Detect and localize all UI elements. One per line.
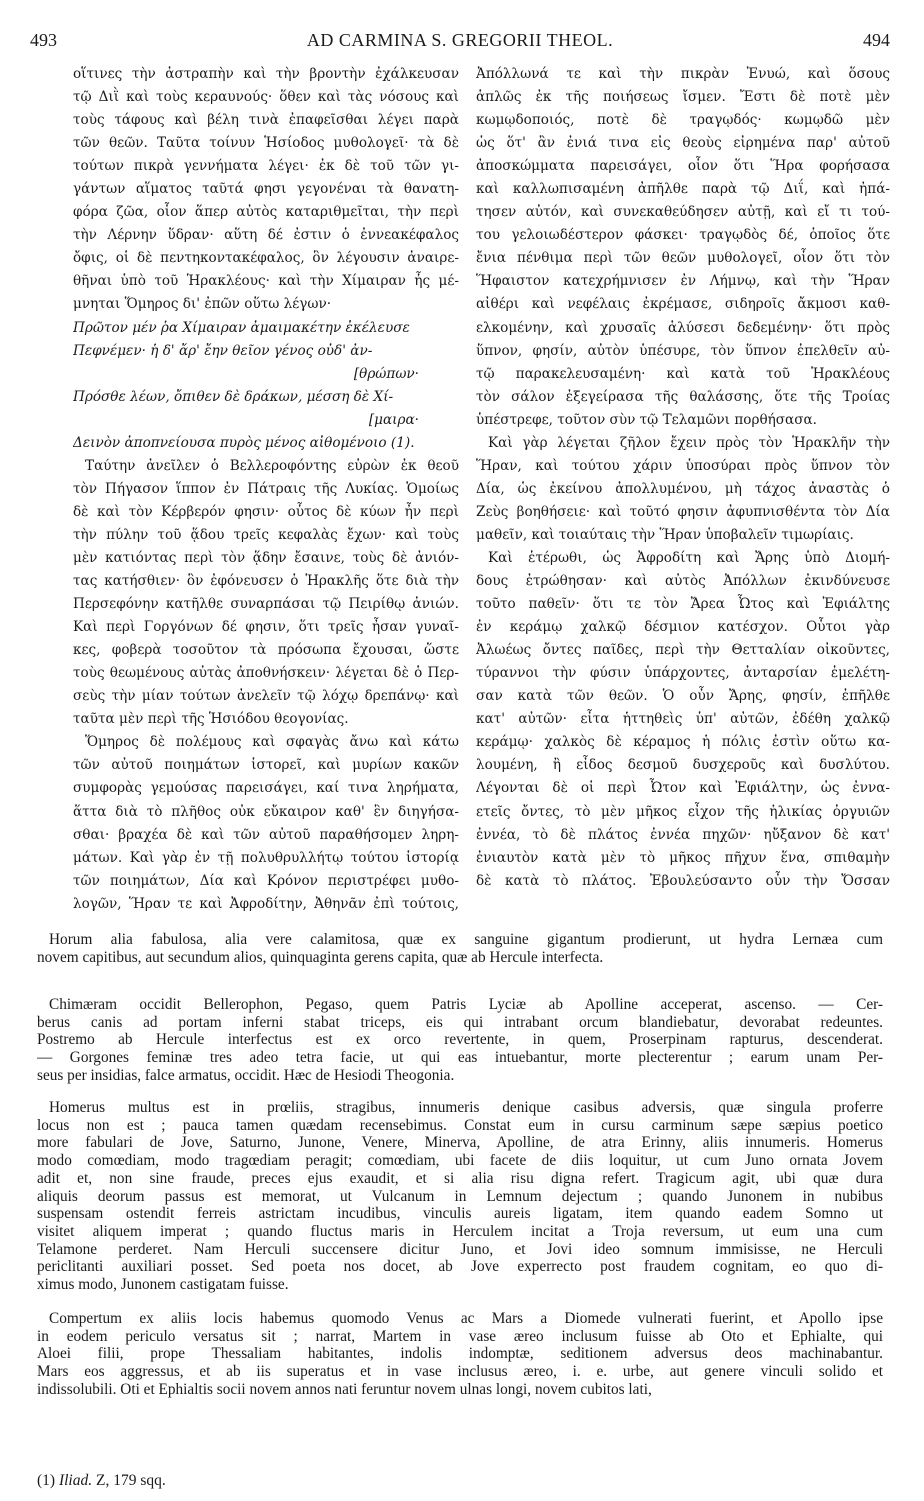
- greek-line: Λέγονται δὲ οἱ περὶ Ὦτον καὶ Ἐφιάλτην, ὡς ἐννα-: [476, 780, 890, 797]
- greek-line: φόρα ζῶα, οἷον ἅπερ αὐτὸς καταριθμεῖται, τὴν περὶ: [73, 204, 459, 221]
- greek-line: Ζεὺς βοηθήσειε· καὶ τοῦτό φησιν ἀφυπνισθέντα τὸν Δία: [476, 503, 890, 520]
- greek-line: ἔνια πένθιμα περὶ τῶν θεῶν μυθολογεῖ, οἷον ὅτι τὸν: [476, 250, 890, 267]
- greek-line: τας κατήσθιεν· ὃν ἐφόνευσεν ὁ Ἡρακλῆς ὅτε διὰ τὴν: [73, 573, 459, 590]
- footnote-ref-location: Z, 179 sqq.: [95, 1472, 166, 1489]
- latin-line: ximus modo, Junonem castigatam fuisse.: [37, 1276, 289, 1294]
- greek-line: κωμῳδοποιός, ποτὲ δὲ τραγῳδός· κωμῳδῶ μὲν: [476, 112, 890, 129]
- latin-line: Aloei filii, prope Thessaliam habitantes, indolis indomptæ, seditionem adversus deos machinabantur.: [37, 1345, 883, 1363]
- greek-line: τῷ Διῒ καὶ τοὺς κεραυνούς· ὅθεν καὶ τὰς νόσους καὶ: [73, 89, 459, 106]
- latin-line: adit et, non sine fraude, preces ejus exaudit, et si alia risu digna refert. Tragicum agit, ubi quæ dura: [37, 1169, 883, 1187]
- greek-line: ἀποσκώμματα παρεισάγει, οἷον ὅτι Ἥρα φορήσασα: [476, 158, 890, 175]
- greek-line: μαθεῖν, καὶ τοιαύταις τὴν Ἥραν ὑποβαλεῖν τιμωρίαις.: [476, 526, 854, 543]
- greek-line: σαν κατὰ τῶν θεῶν. Ὁ οὖν Ἄρης, φησίν, ἐπῆλθε: [476, 688, 890, 705]
- latin-paragraph: [37, 1310, 883, 1399]
- greek-line: σθαι· βραχέα δὲ καὶ τῶν αὐτοῦ παραθήσομεν ληρη-: [73, 826, 459, 843]
- greek-line: σεὺς τὴν μίαν τούτων ἀνελεῖν τῷ λόχῳ δρεπάνῳ· καὶ: [73, 688, 459, 705]
- footnote: [37, 1472, 166, 1490]
- latin-line: suspensam ostendit ferreis astrictam incudibus, vinculis aureis ligatam, item quando eadem Somno ut: [37, 1205, 883, 1223]
- latin-line: Horum alia fabulosa, alia vere calamitosa, quæ ex sanguine gigantum prodierunt, ut hydra Lernæa cum: [49, 931, 883, 948]
- greek-line: Καὶ γὰρ λέγεται ζῆλον ἔχειν πρὸς τὸν Ἡρακλῆν τὴν: [488, 434, 890, 451]
- latin-line: in eodem periculo versatus sit ; narrat, Martem in vase æreo inclusum fuisse ab Oto et Ephialte, qui: [37, 1327, 883, 1345]
- page-number-right: 494: [863, 30, 890, 50]
- latin-line: Postremo ab Hercule interfectus est ex orco revertente, in quem, Proserpinam rapturus, descenderat.: [37, 1031, 883, 1049]
- greek-line: Πρόσθε λέων, ὄπιθεν δὲ δράκων, μέσση δὲ Χί-: [73, 388, 394, 405]
- latin-line: periclitanti auxiliari posset. Sed poeta nos docet, ab Jove experrecto post fraudem cognitam, eo quo di-: [37, 1258, 883, 1276]
- latin-line: seus per insidias, falce armatus, occidit. Hæc de Hesiodi Theogonia.: [37, 1066, 455, 1084]
- latin-line: modo comœdiam, modo tragœdiam peragit; comœdiam, ubi facete de diis loquitur, ut cum Juno ornata Jovem: [37, 1152, 883, 1170]
- greek-line: ελκομένην, καὶ χρυσαῖς ἁλύσεσι δεδεμένην· ὅτι πρὸς: [476, 319, 890, 336]
- greek-line: Ἥραν, καὶ τούτου χάριν ὑποσύραι πρὸς ὕπνον τὸν: [476, 457, 890, 474]
- greek-line: θῆναι ὑπὸ τοῦ Ἡρακλέους· καὶ τὴν Χίμαιραν ἧς μέ-: [73, 273, 459, 290]
- greek-line: τῶν αὐτοῦ ποιημάτων ἱστορεῖ, καὶ μυρίων κακῶν: [73, 757, 459, 774]
- greek-line: μάτων. Καὶ γὰρ ἐν τῇ πολυθρυλλήτῳ τούτου ἱστορίᾳ: [73, 849, 459, 866]
- greek-line: μὲν κατιόντας περὶ τὸν ᾅδην ἔσαινε, τοὺς δὲ ἀνιόν-: [73, 549, 459, 566]
- greek-line: ἅττα διὰ τὸ πλῆθος οὐκ εὔκαιρον καθ' ἓν διηγήσα-: [73, 803, 459, 820]
- greek-line: καὶ καλλωπισαμένη ἀπῆλθε παρὰ τῷ Διΐ, καὶ ἠπά-: [476, 181, 890, 198]
- latin-line: Homerus multus est in prœliis, stragibus, innumeris denique casibus adversis, quæ singula proferre: [49, 1099, 883, 1116]
- greek-line: Ἥφαιστον κατεχρήμνισεν ἐν Λήμνῳ, καὶ τὴν Ἥραν: [476, 273, 890, 290]
- greek-line: τοὺς θεωμένους αὐτὰς ἀποθνήσκειν· λέγεται δὲ ὁ Περ-: [73, 665, 459, 682]
- greek-line: Πεφνέμεν· ἡ δ' ἄρ' ἔην θεῖον γένος οὐδ' ἀν-: [73, 342, 373, 359]
- greek-line: ἐνιαυτὸν κατὰ μὲν τὸ μῆκος πῆχυν ἕνα, σπιθαμὴν: [476, 849, 890, 866]
- greek-line: Ἀλωέως ὄντες παῖδες, περὶ τὴν Θετταλίαν οἰκοῦντες,: [476, 642, 890, 659]
- greek-line: τοὺς τάφους καὶ βέλη τινὰ ἐπαφεῖσθαι λέγει παρὰ: [73, 112, 459, 129]
- greek-line: Πρῶτον μέν ῥα Χίμαιραν ἀμαιμακέτην ἐκέλευσε: [73, 319, 410, 336]
- greek-line: δὲ καὶ τὸν Κέρβερόν φησιν· οὗτος δὲ κύων ἦν περὶ: [73, 503, 459, 520]
- latin-paragraph: [37, 996, 883, 1085]
- latin-line: aliquis deorum passus est memorat, ut Vulcanum in Lemnum dejectum ; quando Junonem in nubibus: [37, 1187, 883, 1205]
- latin-paragraph: [37, 1099, 883, 1294]
- greek-line: μνηται Ὅμηρος δι' ἐπῶν οὕτω λέγων·: [73, 296, 332, 313]
- greek-line: οἵτινες τὴν ἀστραπὴν καὶ τὴν βροντὴν ἐχάλκευσαν: [73, 66, 459, 82]
- greek-line: Καὶ περὶ Γοργόνων δέ φησιν, ὅτι τρεῖς ἦσαν γυναῖ-: [73, 619, 459, 636]
- latin-line: — Gorgones feminæ tres adeo tetra facie, ut qui eas intuebantur, morte plecterentur ; earum unam Per-: [37, 1049, 883, 1067]
- latin-line: indissolubili. Oti et Ephialtis socii novem annos nati feruntur novem ulnas longi, novem cubitos lati,: [37, 1380, 652, 1398]
- greek-line: ετεῖς ὄντες, τὸ μὲν μῆκος εἶχον τῆς ἡλικίας ὀργυιῶν: [476, 803, 890, 820]
- greek-line: τοῦτο παθεῖν· ὅτι τε τὸν Ἄρεα Ὦτος καὶ Ἐφιάλτης: [476, 596, 890, 613]
- greek-line: Ὅμηρος δὲ πολέμους καὶ σφαγὰς ἄνω καὶ κάτω: [85, 734, 459, 751]
- latin-line: locus non est ; pauca tamen quædam recensebimus. Constat eum in cursu carminum sæpe sæpius poetico: [37, 1116, 883, 1134]
- greek-line: κατ' αὐτῶν· εἶτα ἡττηθεὶς ὑπ' αὐτῶν, ἐδέθη χαλκῷ: [476, 711, 890, 728]
- greek-line: του γελοιωδέστερον φάσκει· τραγῳδὸς δέ, ὁποῖος ὅτε: [476, 227, 890, 244]
- greek-line: κες, φοβερὰ τοσοῦτον τὰ πρόσωπα ἔχουσαι, ὥστε: [73, 642, 459, 659]
- latin-line: Telamone perderet. Nam Herculi succensere dicitur Juno, et Jovi ideo somnum immisisse, ne Herculi: [37, 1240, 883, 1258]
- greek-line: ὄφις, οἱ δὲ πεντηκοντακέφαλος, ὃν λέγουσιν ἀναιρε-: [73, 250, 459, 267]
- greek-line: Δία, ὡς ἐκείνου ἀπολλυμένου, μὴ τάχος ἀναστὰς ὁ: [476, 480, 890, 497]
- greek-line: ὑπέστρεφε, τοῦτον σὺν τῷ Τελαμῶνι πορθήσασα.: [476, 411, 818, 428]
- greek-line: Ἀπόλλωνά τε καὶ τὴν πικρὰν Ἐνυώ, καὶ ὅσους: [476, 66, 890, 82]
- running-title: AD CARMINA S. GREGORII THEOL.: [306, 30, 614, 50]
- greek-line: τὴν Λέρνην ὕδραν· αὕτη δέ ἐστιν ὁ ἐννεακέφαλος: [73, 227, 459, 244]
- greek-line: [μαιρα·: [368, 411, 419, 428]
- latin-line: berus canis ad portam inferni stabat triceps, eis qui intrabant orcum blandiebatur, devorabat redeuntes.: [37, 1013, 883, 1031]
- running-head: [30, 30, 890, 56]
- greek-line: ἐν κεράμῳ χαλκῷ δέσμιον κατέσχον. Οὗτοι γὰρ: [476, 619, 890, 636]
- greek-line: δους ἐτρώθησαν· καὶ αὐτὸς Ἀπόλλων ἐκινδύνευσε: [476, 573, 890, 590]
- page-number-left: 493: [30, 30, 57, 50]
- greek-line: [θρώπων·: [353, 365, 419, 382]
- greek-line: ὡς ὅτ' ἂν ἐνιά τινα εἰς θεοὺς εἰρημένα παρ' αὐτοῦ: [476, 135, 890, 152]
- latin-line: Chimæram occidit Bellerophon, Pegaso, quem Patris Lyciæ ab Apolline acceperat, ascenso. — Cer-: [49, 996, 883, 1013]
- greek-line: τύραννοι τὴν φύσιν ὑπάρχοντες, ἀνταρσίαν ἐμελέτη-: [476, 665, 890, 682]
- greek-line: τησεν αὐτόν, καὶ συνεκαθεύδησεν αὐτῇ, καὶ εἴ τι τού-: [476, 204, 890, 221]
- latin-line: novem capitibus, aut secundum alios, quinquaginta gerens capita, quæ ab Hercule interfecta.: [37, 948, 604, 966]
- greek-line: τῶν ποιημάτων, Δία καὶ Κρόνον περιστρέφει μυθο-: [73, 872, 459, 889]
- latin-paragraph: [37, 931, 883, 966]
- greek-line: αἰθέρι καὶ νεφέλαις ἐκρέμασε, σιδηροῖς ἄκμοσι καθ-: [476, 296, 890, 313]
- greek-column-right: [476, 63, 890, 893]
- greek-line: τὸν σάλον ἐξεγείρασα τῆς θαλάσσης, ὅτε τῆς Τροίας: [476, 388, 890, 405]
- greek-line: Δεινὸν ἀποπνείουσα πυρὸς μένος αἰθομένοιο (1).: [73, 434, 415, 451]
- footnote-ref-title: Iliad.: [58, 1472, 93, 1489]
- greek-line: ὕπνον, φησίν, αὐτὸν ὑπέσυρε, τὸν ὕπνον ἐπελθεῖν αὐ-: [476, 342, 890, 359]
- greek-line: δὲ κατὰ τὸ πλάτος. Ἐβουλεύσαντο οὖν τὴν Ὄσσαν: [476, 872, 890, 889]
- greek-line: λουμένη, ἢ εἶδος δεσμοῦ δυσχεροῦς καὶ δυσλύτου.: [476, 757, 890, 774]
- greek-line: Ταύτην ἀνεῖλεν ὁ Βελλεροφόντης εὑρὼν ἐκ θεοῦ: [85, 457, 459, 474]
- latin-line: visitet aliquem imperat ; quando fluctus maris in Herculem incitat a Troja reversum, ut eum una cum: [37, 1222, 883, 1240]
- latin-line: more fabulari de Jove, Saturno, Junone, Venere, Minerva, Apolline, de atra Erinny, aliis innumeris. Homerus: [37, 1134, 883, 1152]
- greek-line: Περσεφόνην κατῆλθε συναρπάσαι τῷ Πειρίθῳ ἀνιών.: [73, 596, 459, 613]
- greek-column-left: [73, 63, 459, 916]
- greek-line: ἐννέα, τὸ δὲ πλάτος ἐννέα πηχῶν· ηὔξανον δὲ κατ': [476, 826, 890, 843]
- footnote-marker: (1): [37, 1472, 56, 1489]
- greek-line: λογῶν, Ἥραν τε καὶ Ἀφροδίτην, Ἀθηνᾶν ἐπὶ τούτοις,: [73, 895, 459, 912]
- greek-line: Καὶ ἑτέρωθι, ὡς Ἀφροδίτη καὶ Ἄρης ὑπὸ Διομή-: [488, 549, 890, 566]
- greek-line: γάντων αἵματος ταῦτά φησι γεγονέναι τὰ θανατη-: [73, 181, 459, 198]
- greek-line: τὸν Πήγασον ἵππον ἐν Πάτραις τῆς Λυκίας. Ὁμοίως: [73, 480, 459, 497]
- greek-line: τὴν πύλην τοῦ ᾅδου τρεῖς κεφαλὰς ἔχων· καὶ τοὺς: [73, 526, 459, 543]
- latin-line: Compertum ex aliis locis habemus quomodo Venus ac Mars a Diomede vulnerati fuerint, et Apollo ipse: [49, 1310, 883, 1327]
- greek-line: κεράμῳ· χαλκὸς δὲ κέραμος ἡ πόλις ἐστὶν οὕτω κα-: [476, 734, 890, 751]
- greek-line: ταῦτα μὲν περὶ τῆς Ἡσιόδου θεογονίας.: [73, 711, 349, 728]
- greek-line: ἁπλῶς ἐκ τῆς ποιήσεως ἴσμεν. Ἔστι δὲ ποτὲ μὲν: [476, 89, 890, 106]
- greek-line: τῷ παρακελευσαμένη· καὶ κατὰ τοῦ Ἡρακλέους: [476, 365, 890, 382]
- greek-line: τούτων πικρὰ γεννήματα λέγει· ἐκ δὲ τοῦ τῶν γι-: [73, 158, 459, 175]
- greek-line: τῶν θεῶν. Ταῦτα τοίνυν Ἡσίοδος μυθολογεῖ· τὰ δὲ: [73, 135, 459, 152]
- greek-line: συμφορὰς γεμούσας παρεισάγει, καί τινα ληρήματα,: [73, 780, 459, 797]
- latin-line: Mars eos aggressus, et ab iis superatus et in vase inclusus æreo, i. e. urbe, aut genere vinculi solido et: [37, 1363, 883, 1381]
